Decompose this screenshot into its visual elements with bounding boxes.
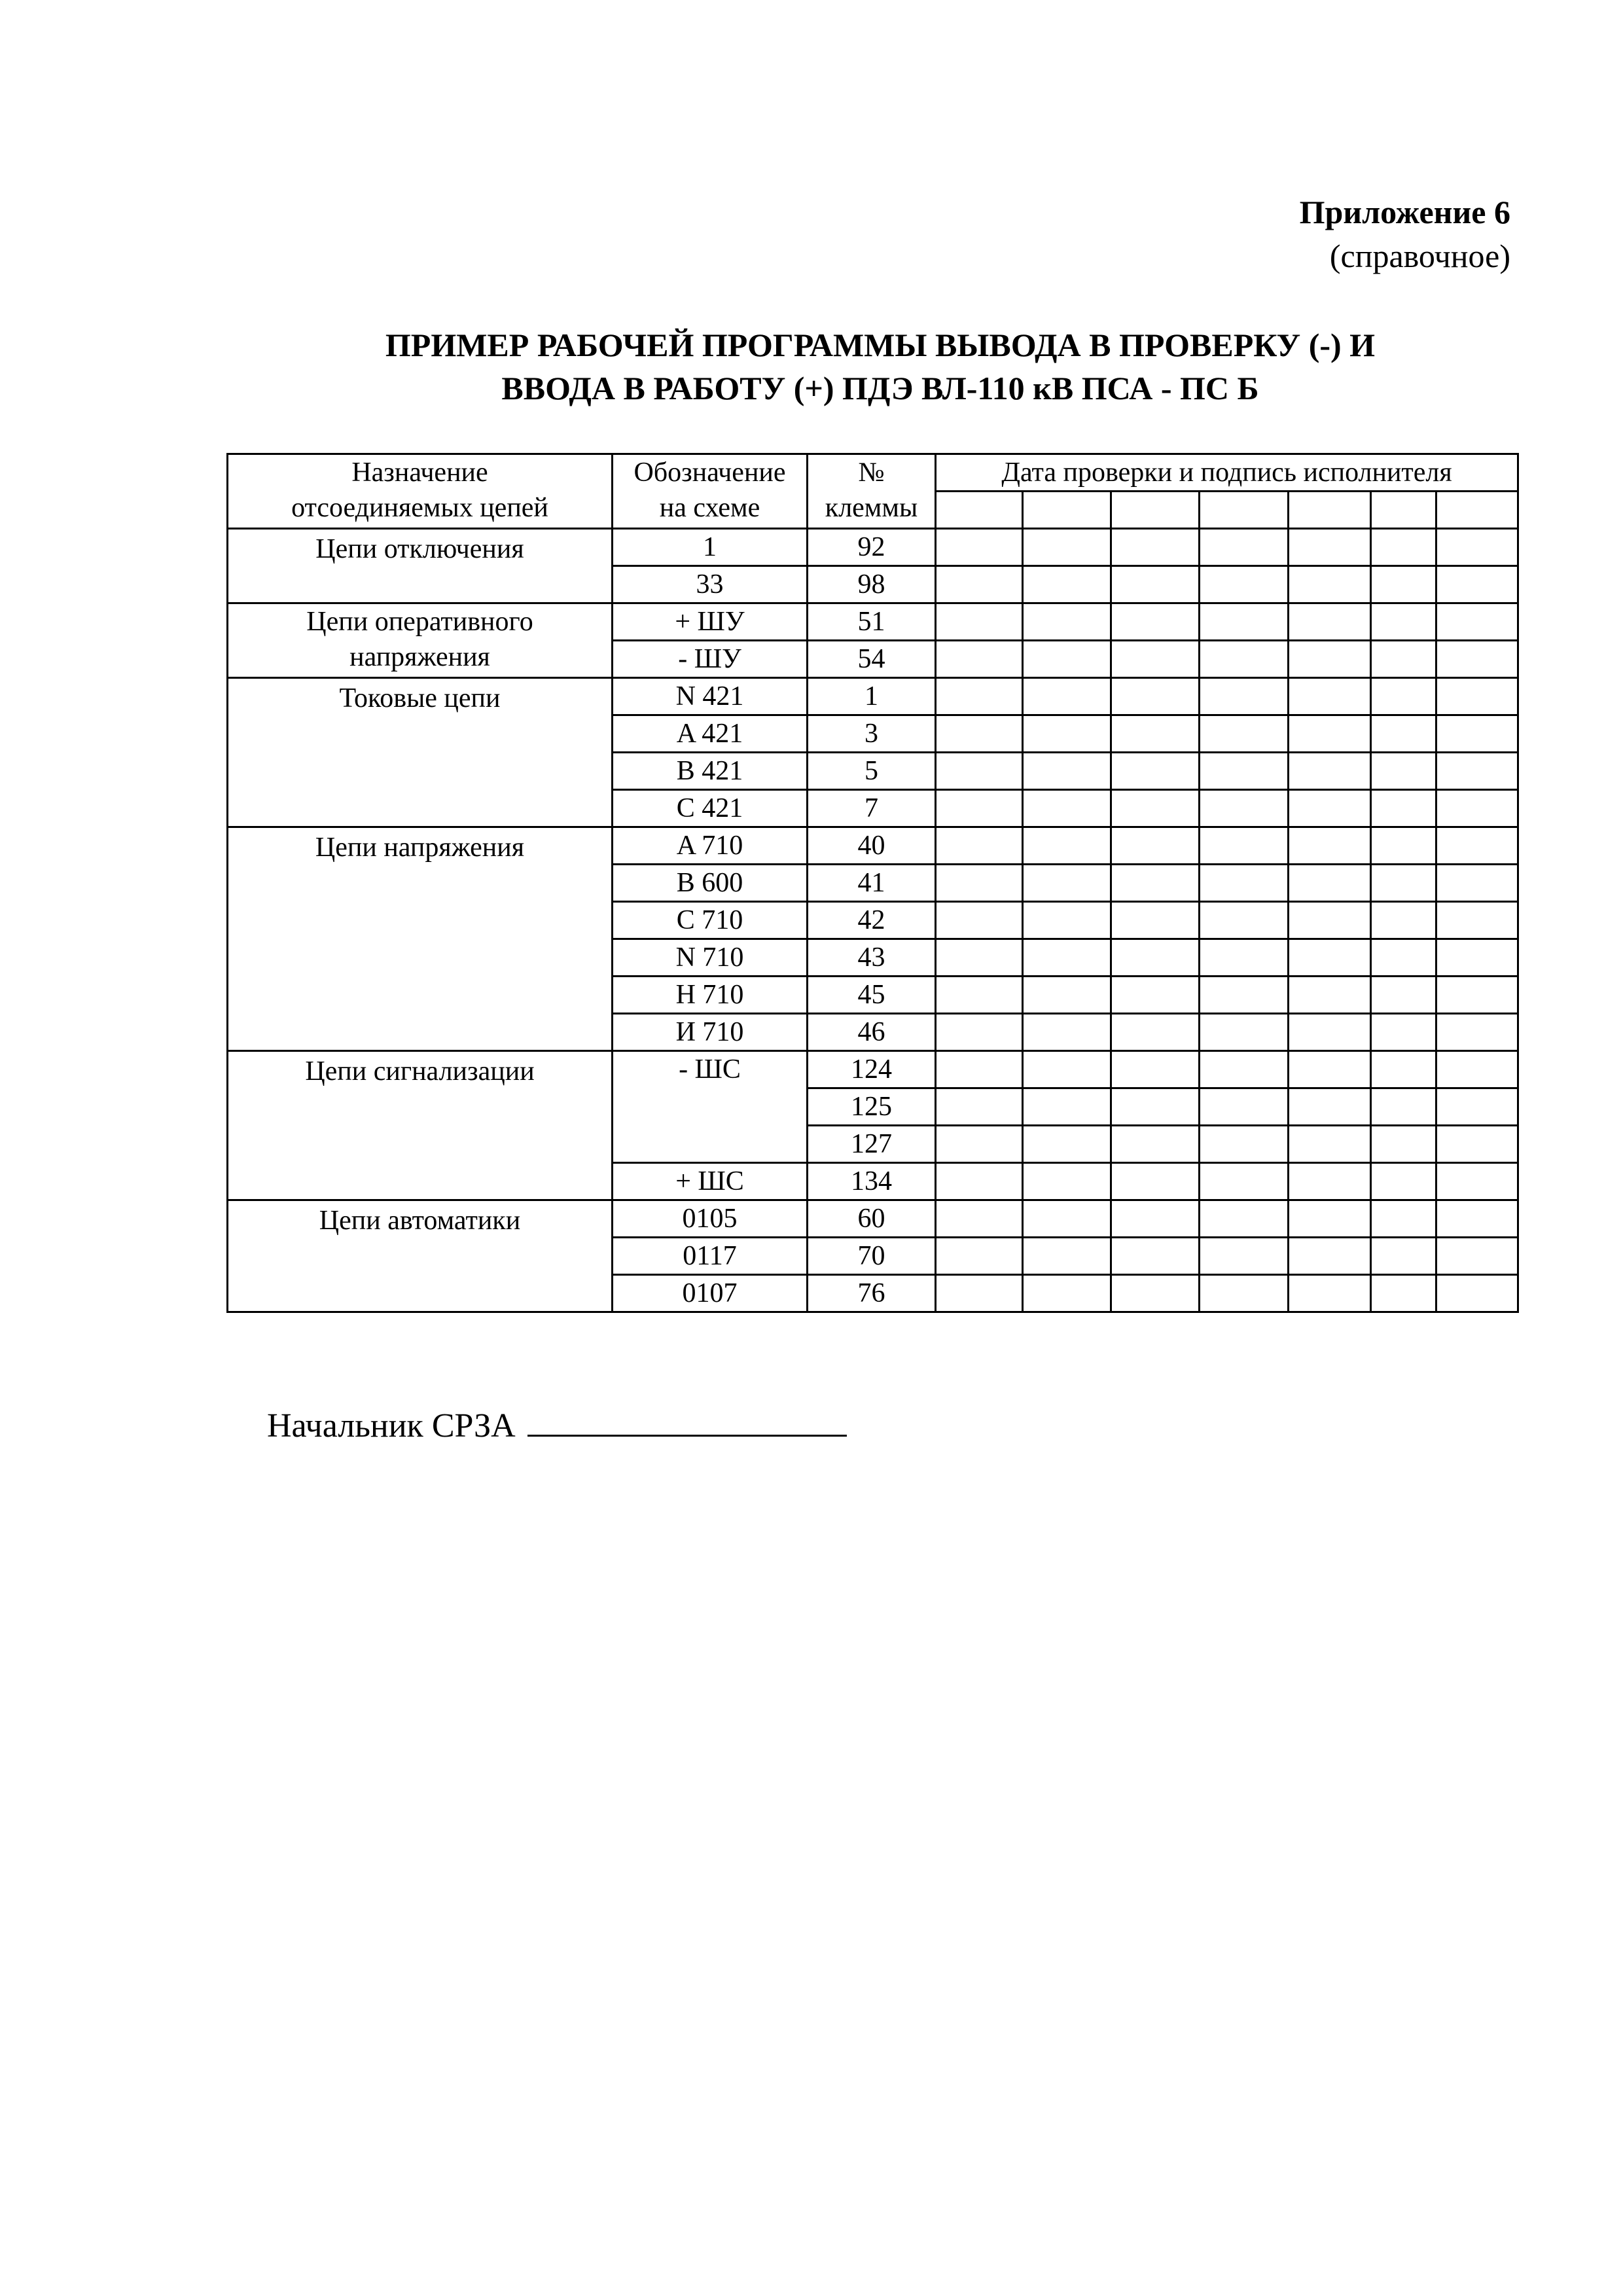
terminal-cell: 5	[808, 753, 936, 790]
designation-cell: 0105	[613, 1200, 808, 1238]
signature-cell[interactable]	[1371, 1126, 1436, 1163]
signature-cell[interactable]	[1200, 1163, 1289, 1200]
signature-cell[interactable]	[1111, 1200, 1200, 1238]
group-name-signalling: Цепи сигнализации	[228, 1051, 613, 1200]
signature-cell[interactable]	[1111, 977, 1200, 1014]
table-row	[228, 529, 1518, 566]
signature-cell[interactable]	[1436, 715, 1518, 753]
signature-cell[interactable]	[1289, 1014, 1371, 1051]
document-title-line-1: ПРИМЕР РАБОЧЕЙ ПРОГРАММЫ ВЫВОДА В ПРОВЕРКУ (-) И	[385, 327, 1376, 363]
signature-cell[interactable]	[1289, 603, 1371, 641]
signature-cell[interactable]	[936, 1238, 1023, 1275]
designation-cell: B 421	[613, 753, 808, 790]
terminal-cell: 70	[808, 1238, 936, 1275]
header-terminal-line1: №	[858, 457, 885, 488]
signature-cell[interactable]	[936, 790, 1023, 827]
signature-cell[interactable]	[1023, 902, 1111, 939]
terminal-cell: 124	[808, 1051, 936, 1088]
signature-cell[interactable]	[1023, 1088, 1111, 1126]
signature-cell[interactable]	[936, 1200, 1023, 1238]
signature-cell[interactable]	[1371, 827, 1436, 865]
signature-cell[interactable]	[1436, 492, 1518, 529]
signature-block	[267, 1401, 847, 1445]
designation-cell: 33	[613, 566, 808, 603]
signature-cell[interactable]	[1200, 939, 1289, 977]
signature-cell[interactable]	[1436, 827, 1518, 865]
signature-cell[interactable]	[1200, 529, 1289, 566]
terminal-cell: 7	[808, 790, 936, 827]
document-title	[229, 323, 1531, 410]
signature-cell[interactable]	[1436, 753, 1518, 790]
signature-cell[interactable]	[1111, 865, 1200, 902]
signature-cell[interactable]	[1289, 753, 1371, 790]
signature-cell[interactable]	[1436, 1126, 1518, 1163]
signature-cell[interactable]	[1111, 566, 1200, 603]
terminal-cell: 45	[808, 977, 936, 1014]
signature-cell[interactable]	[1023, 977, 1111, 1014]
designation-cell: 0117	[613, 1238, 808, 1275]
signature-cell[interactable]	[1371, 641, 1436, 678]
signature-cell[interactable]	[1371, 790, 1436, 827]
signature-cell[interactable]	[936, 1051, 1023, 1088]
header-designation	[613, 454, 808, 529]
table-row	[228, 678, 1518, 715]
signature-cell[interactable]	[1023, 603, 1111, 641]
signature-cell[interactable]	[1111, 678, 1200, 715]
signature-cell[interactable]	[1023, 1014, 1111, 1051]
designation-cell: И 710	[613, 1014, 808, 1051]
terminal-cell: 127	[808, 1126, 936, 1163]
signature-cell[interactable]	[1111, 529, 1200, 566]
signature-cell[interactable]	[936, 827, 1023, 865]
signature-cell[interactable]	[1289, 1126, 1371, 1163]
signature-cell[interactable]	[1371, 529, 1436, 566]
signature-cell[interactable]	[1436, 641, 1518, 678]
signature-cell[interactable]	[1289, 1051, 1371, 1088]
signature-cell[interactable]	[1200, 1126, 1289, 1163]
signature-cell[interactable]	[936, 566, 1023, 603]
signature-cell[interactable]	[1023, 1163, 1111, 1200]
header-purpose-line2: отсоединяемых цепей	[291, 493, 548, 523]
header-purpose	[228, 454, 613, 529]
signature-cell[interactable]	[1289, 641, 1371, 678]
terminal-cell: 92	[808, 529, 936, 566]
signature-cell[interactable]	[1023, 865, 1111, 902]
terminal-cell: 3	[808, 715, 936, 753]
signature-cell[interactable]	[1111, 1275, 1200, 1312]
signature-cell[interactable]	[1371, 492, 1436, 529]
signature-cell[interactable]	[936, 902, 1023, 939]
signature-cell[interactable]	[1289, 566, 1371, 603]
group-name-control-voltage	[228, 603, 613, 678]
signature-cell[interactable]	[936, 939, 1023, 977]
signature-cell[interactable]	[1200, 603, 1289, 641]
signature-cell[interactable]	[1200, 865, 1289, 902]
designation-cell: + ШС	[613, 1163, 808, 1200]
header-purpose-line1: Назначение	[351, 457, 488, 488]
signature-cell[interactable]	[1436, 1238, 1518, 1275]
signature-cell[interactable]	[1023, 1238, 1111, 1275]
header-row-1	[228, 454, 1518, 492]
signature-cell[interactable]	[1111, 641, 1200, 678]
signature-cell[interactable]	[1200, 790, 1289, 827]
signature-cell[interactable]	[1111, 902, 1200, 939]
terminal-cell: 1	[808, 678, 936, 715]
terminal-cell: 41	[808, 865, 936, 902]
signature-cell[interactable]	[1371, 1163, 1436, 1200]
group-name-line1: Цепи оперативного	[306, 607, 533, 637]
header-designation-line1: Обозначение	[633, 457, 786, 488]
signature-cell[interactable]	[1200, 1200, 1289, 1238]
signature-cell[interactable]	[1436, 902, 1518, 939]
program-table	[226, 453, 1519, 1313]
signature-cell[interactable]	[1289, 865, 1371, 902]
signature-cell[interactable]	[936, 1088, 1023, 1126]
signature-cell[interactable]	[936, 641, 1023, 678]
signature-cell[interactable]	[1200, 715, 1289, 753]
signature-line[interactable]	[527, 1401, 847, 1437]
signature-cell[interactable]	[1289, 1275, 1371, 1312]
signature-cell[interactable]	[1023, 566, 1111, 603]
signature-cell[interactable]	[936, 715, 1023, 753]
signature-cell[interactable]	[1023, 529, 1111, 566]
signature-cell[interactable]	[1111, 790, 1200, 827]
signature-cell[interactable]	[1289, 715, 1371, 753]
signature-cell[interactable]	[1436, 865, 1518, 902]
designation-cell: C 710	[613, 902, 808, 939]
designation-cell: A 710	[613, 827, 808, 865]
signature-cell[interactable]	[1371, 902, 1436, 939]
signature-cell[interactable]	[1436, 939, 1518, 977]
signature-cell[interactable]	[1023, 790, 1111, 827]
signature-cell[interactable]	[936, 865, 1023, 902]
signature-cell[interactable]	[1436, 977, 1518, 1014]
group-name-trip: Цепи отключения	[228, 529, 613, 603]
signature-cell[interactable]	[1200, 827, 1289, 865]
signature-cell[interactable]	[1023, 939, 1111, 977]
signature-cell[interactable]	[1111, 492, 1200, 529]
signature-cell[interactable]	[1436, 1200, 1518, 1238]
signature-cell[interactable]	[1436, 1088, 1518, 1126]
signature-cell[interactable]	[936, 529, 1023, 566]
signature-cell[interactable]	[1023, 1051, 1111, 1088]
signature-cell[interactable]	[1371, 603, 1436, 641]
signature-cell[interactable]	[936, 1163, 1023, 1200]
signature-cell[interactable]	[1111, 1238, 1200, 1275]
signature-cell[interactable]	[1200, 1275, 1289, 1312]
signature-cell[interactable]	[1023, 1126, 1111, 1163]
signature-cell[interactable]	[936, 492, 1023, 529]
signature-cell[interactable]	[1200, 1238, 1289, 1275]
signature-cell[interactable]	[936, 603, 1023, 641]
designation-cell: 1	[613, 529, 808, 566]
signature-cell[interactable]	[936, 1126, 1023, 1163]
signature-cell[interactable]	[1371, 1275, 1436, 1312]
signature-cell[interactable]	[936, 977, 1023, 1014]
signature-cell[interactable]	[1111, 939, 1200, 977]
designation-cell: - ШС	[613, 1051, 808, 1163]
signature-cell[interactable]	[1200, 641, 1289, 678]
signature-cell[interactable]	[1111, 1126, 1200, 1163]
signature-cell[interactable]	[1371, 939, 1436, 977]
signature-cell[interactable]	[1200, 753, 1289, 790]
signature-cell[interactable]	[1200, 492, 1289, 529]
signature-cell[interactable]	[1436, 678, 1518, 715]
signature-cell[interactable]	[1436, 1014, 1518, 1051]
table-row	[228, 1200, 1518, 1238]
signature-cell[interactable]	[1289, 790, 1371, 827]
signature-cell[interactable]	[1200, 1088, 1289, 1126]
signature-cell[interactable]	[1111, 1163, 1200, 1200]
signature-label: Начальник СРЗА	[267, 1407, 516, 1444]
signature-cell[interactable]	[936, 1275, 1023, 1312]
signature-cell[interactable]	[1111, 715, 1200, 753]
signature-cell[interactable]	[1436, 1051, 1518, 1088]
designation-cell: + ШУ	[613, 603, 808, 641]
header-terminal-line2: клеммы	[825, 493, 918, 523]
header-date-signature: Дата проверки и подпись исполнителя	[936, 454, 1518, 492]
signature-cell[interactable]	[1023, 1200, 1111, 1238]
group-name-current: Токовые цепи	[228, 678, 613, 827]
signature-cell[interactable]	[1200, 902, 1289, 939]
signature-cell[interactable]	[1289, 529, 1371, 566]
designation-cell: - ШУ	[613, 641, 808, 678]
signature-cell[interactable]	[1200, 678, 1289, 715]
signature-cell[interactable]	[1436, 566, 1518, 603]
group-name-line2: напряжения	[349, 642, 490, 672]
signature-cell[interactable]	[1023, 678, 1111, 715]
signature-cell[interactable]	[1289, 977, 1371, 1014]
signature-cell[interactable]	[1289, 1200, 1371, 1238]
signature-cell[interactable]	[936, 678, 1023, 715]
terminal-cell: 46	[808, 1014, 936, 1051]
terminal-cell: 76	[808, 1275, 936, 1312]
signature-cell[interactable]	[1111, 603, 1200, 641]
signature-cell[interactable]	[1371, 1200, 1436, 1238]
signature-cell[interactable]	[1436, 1163, 1518, 1200]
table-row	[228, 1051, 1518, 1088]
designation-cell: B 600	[613, 865, 808, 902]
signature-cell[interactable]	[1111, 1014, 1200, 1051]
table-row	[228, 603, 1518, 641]
group-name-automation: Цепи автоматики	[228, 1200, 613, 1312]
designation-cell: N 710	[613, 939, 808, 977]
signature-cell[interactable]	[1371, 1238, 1436, 1275]
terminal-cell: 98	[808, 566, 936, 603]
signature-cell[interactable]	[1111, 827, 1200, 865]
signature-cell[interactable]	[1289, 1238, 1371, 1275]
appendix-title: Приложение 6	[1299, 194, 1510, 230]
signature-cell[interactable]	[1371, 977, 1436, 1014]
signature-cell[interactable]	[1111, 1088, 1200, 1126]
designation-cell: A 421	[613, 715, 808, 753]
signature-cell[interactable]	[1289, 1088, 1371, 1126]
signature-cell[interactable]	[1023, 715, 1111, 753]
signature-cell[interactable]	[1371, 865, 1436, 902]
signature-cell[interactable]	[936, 1014, 1023, 1051]
terminal-cell: 43	[808, 939, 936, 977]
signature-cell[interactable]	[1371, 1014, 1436, 1051]
terminal-cell: 125	[808, 1088, 936, 1126]
appendix-subtitle: (справочное)	[1329, 238, 1510, 274]
signature-cell[interactable]	[1023, 1275, 1111, 1312]
signature-cell[interactable]	[1436, 1275, 1518, 1312]
signature-cell[interactable]	[1371, 753, 1436, 790]
signature-cell[interactable]	[1023, 827, 1111, 865]
signature-cell[interactable]	[1200, 1051, 1289, 1088]
terminal-cell: 40	[808, 827, 936, 865]
signature-cell[interactable]	[1289, 939, 1371, 977]
signature-cell[interactable]	[1023, 641, 1111, 678]
designation-cell: Н 710	[613, 977, 808, 1014]
terminal-cell: 60	[808, 1200, 936, 1238]
signature-cell[interactable]	[1289, 827, 1371, 865]
signature-cell[interactable]	[1371, 678, 1436, 715]
signature-cell[interactable]	[1289, 678, 1371, 715]
group-name-voltage: Цепи напряжения	[228, 827, 613, 1051]
designation-cell: C 421	[613, 790, 808, 827]
terminal-cell: 51	[808, 603, 936, 641]
signature-cell[interactable]	[1289, 1163, 1371, 1200]
table-row	[228, 827, 1518, 865]
signature-cell[interactable]	[1289, 492, 1371, 529]
terminal-cell: 54	[808, 641, 936, 678]
signature-cell[interactable]	[1023, 492, 1111, 529]
signature-cell[interactable]	[1111, 753, 1200, 790]
signature-cell[interactable]	[1200, 1014, 1289, 1051]
signature-cell[interactable]	[1023, 753, 1111, 790]
signature-cell[interactable]	[1371, 715, 1436, 753]
signature-cell[interactable]	[1111, 1051, 1200, 1088]
signature-cell[interactable]	[1436, 529, 1518, 566]
terminal-cell: 42	[808, 902, 936, 939]
signature-cell[interactable]	[1289, 902, 1371, 939]
document-title-line-2: ВВОДА В РАБОТУ (+) ПДЭ ВЛ-110 кВ ПСА - ПС Б	[501, 370, 1259, 406]
signature-cell[interactable]	[1371, 1088, 1436, 1126]
designation-cell: N 421	[613, 678, 808, 715]
terminal-cell: 134	[808, 1163, 936, 1200]
header-designation-line2: на схеме	[659, 493, 760, 523]
signature-cell[interactable]	[1371, 566, 1436, 603]
signature-cell[interactable]	[936, 753, 1023, 790]
signature-cell[interactable]	[1436, 790, 1518, 827]
signature-cell[interactable]	[1200, 566, 1289, 603]
signature-cell[interactable]	[1371, 1051, 1436, 1088]
designation-cell: 0107	[613, 1275, 808, 1312]
signature-cell[interactable]	[1436, 603, 1518, 641]
header-terminal	[808, 454, 936, 529]
signature-cell[interactable]	[1200, 977, 1289, 1014]
